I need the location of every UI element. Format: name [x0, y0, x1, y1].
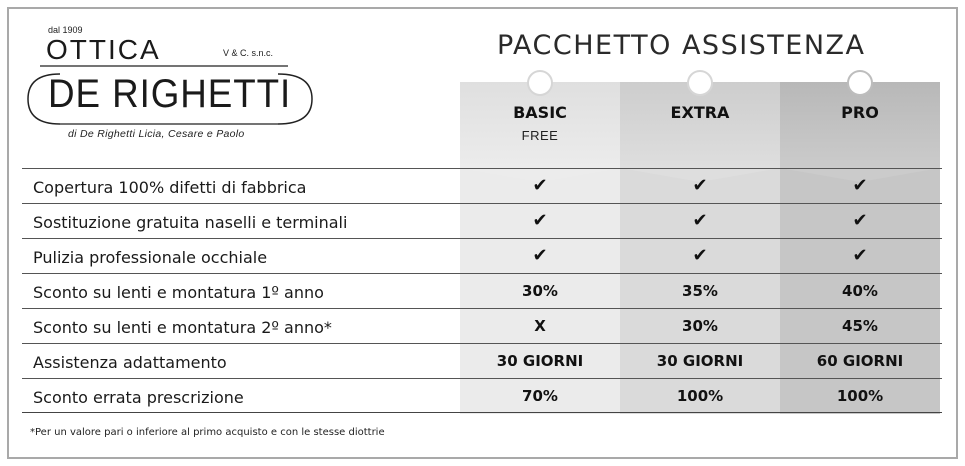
table-cell: 45%	[842, 317, 878, 335]
logo-company-suffix: V & C. s.n.c.	[223, 48, 274, 58]
plan-radio-extra[interactable]	[687, 70, 713, 96]
feature-label: Copertura 100% difetti di fabbrica	[33, 178, 307, 197]
feature-table	[22, 168, 942, 413]
logo-owners: di De Righetti Licia, Cesare e Paolo	[68, 128, 245, 140]
table-cell: 70%	[522, 387, 558, 405]
plan-radio-basic[interactable]	[527, 70, 553, 96]
table-row	[22, 168, 942, 203]
table-row	[22, 378, 942, 413]
table-cell: 30 GIORNI	[656, 352, 744, 370]
check-icon: ✔	[852, 245, 868, 266]
table-row	[22, 203, 942, 238]
feature-label: Sconto su lenti e montatura 2º anno*	[33, 318, 332, 337]
check-icon: ✔	[532, 245, 548, 266]
plan-name-extra: EXTRA	[670, 103, 730, 122]
table-cell: 100%	[836, 387, 884, 405]
plan-radio-pro[interactable]	[847, 70, 873, 96]
check-icon: ✔	[852, 210, 868, 231]
check-icon: ✔	[532, 175, 548, 196]
logo-since: dal 1909	[48, 25, 83, 35]
table-row	[22, 343, 942, 378]
feature-label: Assistenza adattamento	[33, 353, 227, 372]
plan-sub-basic: FREE	[521, 128, 559, 143]
feature-label: Sostituzione gratuita naselli e terminali	[33, 213, 348, 232]
table-cell: 40%	[842, 282, 878, 300]
feature-label: Sconto errata prescrizione	[33, 388, 244, 407]
check-icon: ✔	[692, 210, 708, 231]
footnote: *Per un valore pari o inferiore al primo acquisto e con le stesse diottrie	[30, 427, 385, 438]
cross-icon: X	[534, 317, 546, 335]
check-icon: ✔	[692, 175, 708, 196]
table-row	[22, 308, 942, 343]
plan-name-pro: PRO	[841, 103, 879, 122]
check-icon: ✔	[532, 210, 548, 231]
table-cell: 35%	[682, 282, 718, 300]
table-row	[22, 273, 942, 308]
check-icon: ✔	[852, 175, 868, 196]
table-cell: 30%	[522, 282, 558, 300]
logo-ottica: OTTICA	[46, 34, 161, 65]
table-cell: 100%	[676, 387, 724, 405]
logo-de-righetti: DE RIGHETTI	[48, 72, 292, 116]
plan-name-basic: BASIC	[513, 103, 567, 122]
table-row	[22, 238, 942, 273]
feature-label: Pulizia professionale occhiale	[33, 248, 268, 267]
table-cell: 30 GIORNI	[496, 352, 584, 370]
company-logo	[20, 22, 320, 142]
table-cell: 60 GIORNI	[816, 352, 904, 370]
feature-label: Sconto su lenti e montatura 1º anno	[33, 283, 324, 302]
page-title: PACCHETTO ASSISTENZA	[497, 30, 866, 61]
check-icon: ✔	[692, 245, 708, 266]
table-cell: 30%	[682, 317, 718, 335]
